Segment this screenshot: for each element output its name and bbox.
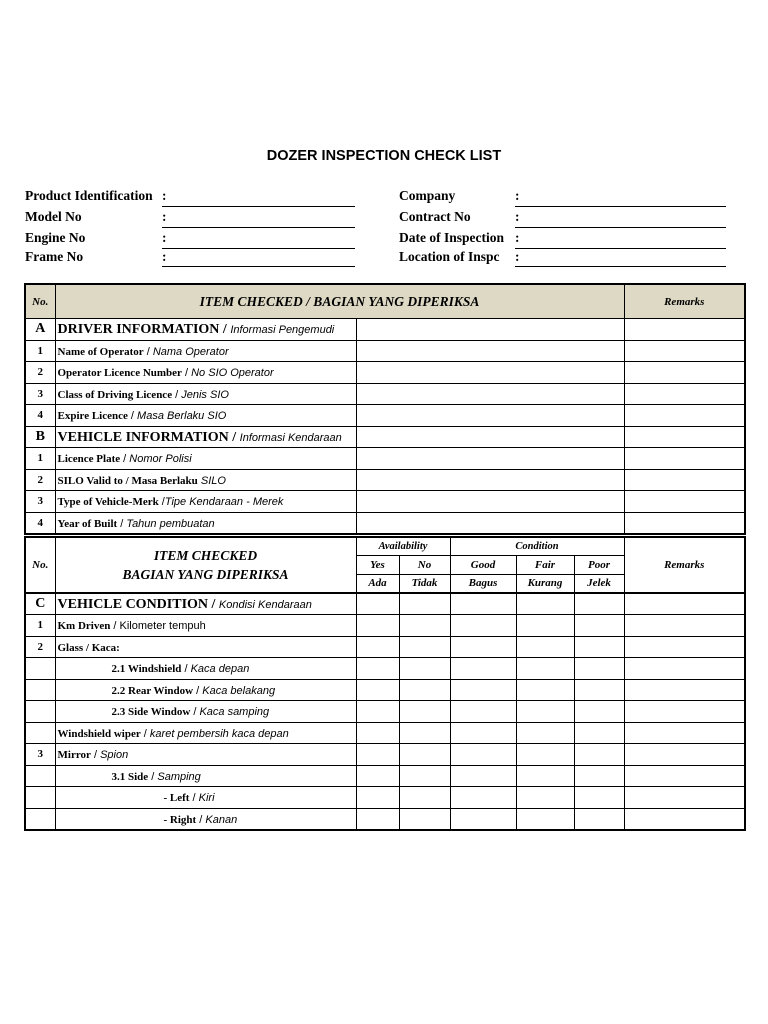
field-model-no: [25, 209, 365, 229]
check-yes-cell[interactable]: [356, 615, 399, 637]
row-label: [55, 658, 356, 680]
row-label: [55, 615, 356, 637]
label-prefix: 2.2: [111, 684, 128, 697]
field-colon: :: [515, 249, 520, 264]
label-en: Type of Vehicle-Merk: [57, 496, 159, 509]
label-en: Expire Licence: [57, 410, 128, 423]
label-id: Kilometer tempuh: [119, 620, 206, 633]
header-item-checked: ITEM CHECKED / BAGIAN YANG DIPERIKSA: [55, 284, 624, 319]
row-label: [55, 744, 356, 766]
remarks-cell[interactable]: [624, 426, 745, 448]
remarks-cell[interactable]: [624, 319, 745, 341]
label-en: Side: [128, 770, 149, 783]
check-poor-cell[interactable]: [574, 744, 624, 766]
remarks-cell[interactable]: [624, 658, 745, 680]
value-cell[interactable]: [356, 340, 624, 362]
condition-table: [24, 536, 746, 831]
check-fair-cell[interactable]: [516, 808, 574, 830]
section-title-en: DRIVER INFORMATION: [57, 322, 220, 338]
field-label: Engine No: [25, 230, 86, 245]
field-input-line[interactable]: [515, 266, 726, 267]
label-sep: /: [181, 367, 192, 380]
header-jelek: Jelek: [574, 574, 624, 593]
field-label: Date of Inspection: [399, 230, 504, 245]
value-cell[interactable]: [356, 512, 624, 534]
field-input-line[interactable]: [162, 227, 355, 228]
field-label: Location of Inspc: [399, 249, 500, 264]
header-yes: Yes: [356, 555, 399, 574]
check-fair-cell[interactable]: [516, 787, 574, 809]
row-label: [55, 383, 356, 405]
remarks-cell[interactable]: [624, 701, 745, 723]
check-good-cell[interactable]: [450, 658, 516, 680]
row-no: [25, 722, 55, 744]
table-row: [25, 340, 745, 362]
label-en: Km Driven: [57, 620, 111, 633]
check-good-cell[interactable]: [450, 722, 516, 744]
row-no: [25, 787, 55, 809]
label-id: Nama Operator: [152, 345, 229, 358]
section-title-id: Informasi Kendaraan: [239, 431, 342, 444]
document-title: DOZER INSPECTION CHECK LIST: [266, 148, 502, 164]
table-header-row: [25, 537, 745, 555]
table-row: [25, 658, 745, 680]
check-no-cell[interactable]: [399, 787, 450, 809]
row-no: 4: [25, 512, 55, 534]
field-colon: :: [515, 188, 520, 203]
section-title-en: VEHICLE INFORMATION: [57, 429, 229, 445]
section-title: [55, 319, 356, 341]
remarks-cell[interactable]: [624, 615, 745, 637]
check-good-cell[interactable]: [450, 636, 516, 658]
field-input-line[interactable]: [162, 266, 355, 267]
header-availability: Availability: [356, 537, 450, 555]
table-header-row: [25, 284, 745, 319]
table-row: [25, 722, 745, 744]
label-sep: /: [148, 770, 158, 783]
row-label: [55, 722, 356, 744]
label-id: Kaca samping: [199, 706, 270, 719]
check-poor-cell[interactable]: [574, 636, 624, 658]
check-poor-cell[interactable]: [574, 593, 624, 615]
field-label: Company: [399, 188, 456, 203]
field-frame-no: [25, 249, 365, 269]
row-no: [25, 679, 55, 701]
field-label: Frame No: [25, 249, 84, 264]
section-sep: /: [208, 597, 219, 612]
field-colon: :: [162, 209, 167, 224]
check-no-cell[interactable]: [399, 765, 450, 787]
section-title-id: Kondisi Kendaraan: [218, 599, 312, 611]
label-sep: /: [172, 388, 182, 401]
value-cell[interactable]: [356, 362, 624, 384]
field-input-line[interactable]: [162, 206, 355, 207]
label-en: Rear Window: [128, 684, 194, 697]
label-id: Tahun pembuatan: [126, 517, 215, 530]
label-en: Windshield wiper: [57, 727, 141, 740]
row-no: [25, 701, 55, 723]
table-row: [25, 448, 745, 470]
label-en: Name of Operator: [57, 345, 144, 358]
check-good-cell[interactable]: [450, 765, 516, 787]
row-no: 1: [25, 340, 55, 362]
check-yes-cell[interactable]: [356, 658, 399, 680]
field-contract-no: [399, 209, 729, 229]
label-prefix: -: [163, 792, 170, 805]
label-en: Mirror: [57, 749, 91, 762]
label-sep: /: [143, 345, 153, 358]
check-good-cell[interactable]: [450, 679, 516, 701]
value-cell[interactable]: [356, 383, 624, 405]
row-no: 3: [25, 744, 55, 766]
row-no: 3: [25, 383, 55, 405]
table-row: [25, 679, 745, 701]
check-yes-cell[interactable]: [356, 593, 399, 615]
remarks-cell[interactable]: [624, 383, 745, 405]
label-sep: /: [190, 706, 200, 719]
check-no-cell[interactable]: [399, 636, 450, 658]
label-prefix: 3.1: [111, 770, 128, 783]
label-id: Tipe Kendaraan - Merek: [164, 496, 284, 509]
row-no: 3: [25, 491, 55, 513]
section-letter: B: [25, 426, 55, 448]
header-remarks: Remarks: [624, 284, 745, 319]
check-fair-cell[interactable]: [516, 658, 574, 680]
check-yes-cell[interactable]: [356, 808, 399, 830]
check-good-cell[interactable]: [450, 615, 516, 637]
label-en: Left: [169, 792, 190, 805]
info-table: [24, 283, 746, 535]
section-sep: /: [219, 322, 231, 338]
check-yes-cell[interactable]: [356, 636, 399, 658]
table-row: [25, 491, 745, 513]
label-en: Side Window: [128, 706, 191, 719]
label-id: Nomor Polisi: [129, 453, 192, 466]
row-label: [55, 808, 356, 830]
remarks-cell[interactable]: [624, 469, 745, 491]
check-no-cell[interactable]: [399, 658, 450, 680]
check-yes-cell[interactable]: [356, 679, 399, 701]
label-id: Kaca belakang: [202, 684, 276, 697]
field-product-identification: [25, 188, 365, 208]
value-cell[interactable]: [356, 426, 624, 448]
check-good-cell[interactable]: [450, 787, 516, 809]
section-row-b: [25, 426, 745, 448]
label-en: Class of Driving Licence: [57, 388, 173, 401]
check-no-cell[interactable]: [399, 701, 450, 723]
field-engine-no: [25, 230, 365, 250]
header-good: Good: [450, 555, 516, 574]
row-label: [55, 679, 356, 701]
table-row: [25, 744, 745, 766]
remarks-cell[interactable]: [624, 362, 745, 384]
label-sep: /: [196, 813, 206, 826]
check-fair-cell[interactable]: [516, 722, 574, 744]
check-yes-cell[interactable]: [356, 722, 399, 744]
label-en: Operator Licence Number: [57, 367, 182, 380]
section-letter: A: [25, 319, 55, 341]
field-label: Product Identification: [25, 188, 153, 203]
header-tidak: Tidak: [399, 574, 450, 593]
label-id: Spion: [100, 749, 129, 762]
label-id: No SIO Operator: [191, 367, 274, 380]
check-yes-cell[interactable]: [356, 701, 399, 723]
header-condition: Condition: [450, 537, 624, 555]
field-colon: :: [162, 249, 167, 264]
label-sep: /: [158, 496, 165, 509]
section-row-a: [25, 319, 745, 341]
row-no: 4: [25, 405, 55, 427]
field-colon: :: [515, 230, 520, 245]
remarks-cell[interactable]: [624, 787, 745, 809]
row-no: [25, 765, 55, 787]
table-row: [25, 701, 745, 723]
check-yes-cell[interactable]: [356, 787, 399, 809]
table-row: [25, 469, 745, 491]
section-title: [55, 426, 356, 448]
label-en: Licence Plate: [57, 453, 121, 466]
section-sep: /: [228, 429, 240, 445]
row-label: [55, 469, 356, 491]
remarks-cell[interactable]: [624, 593, 745, 615]
label-id: Kanan: [205, 813, 238, 826]
field-company: [399, 188, 729, 208]
check-no-cell[interactable]: [399, 808, 450, 830]
row-no: 2: [25, 469, 55, 491]
label-id: Masa Berlaku SIO: [137, 410, 227, 423]
table-row: [25, 615, 745, 637]
section-row-c: [25, 593, 745, 615]
remarks-cell[interactable]: [624, 744, 745, 766]
table-row: [25, 808, 745, 830]
label-sep: /: [120, 453, 130, 466]
table-row: [25, 787, 745, 809]
check-fair-cell[interactable]: [516, 593, 574, 615]
header-no-option: No: [399, 555, 450, 574]
section-title-en: VEHICLE CONDITION: [57, 597, 209, 612]
row-no: [25, 808, 55, 830]
check-no-cell[interactable]: [399, 722, 450, 744]
field-label: Contract No: [399, 209, 471, 224]
remarks-cell[interactable]: [624, 340, 745, 362]
row-label: [55, 787, 356, 809]
check-fair-cell[interactable]: [516, 765, 574, 787]
header-no: No.: [25, 537, 55, 593]
label-en: SILO Valid to / Masa Berlaku: [57, 474, 198, 487]
label-en: Windshield: [127, 663, 182, 676]
field-colon: :: [515, 209, 520, 224]
remarks-cell[interactable]: [624, 679, 745, 701]
row-label: [55, 636, 356, 658]
header-item-checked: [55, 537, 356, 593]
header-kurang: Kurang: [516, 574, 574, 593]
label-id: karet pembersih kaca depan: [149, 727, 289, 740]
header-item-en: ITEM CHECKED: [153, 548, 258, 563]
label-sep: /: [110, 620, 120, 633]
label-id: Samping: [157, 770, 201, 783]
table-row: [25, 405, 745, 427]
row-label: [55, 512, 356, 534]
row-label: [55, 491, 356, 513]
label-en: Glass / Kaca:: [57, 641, 120, 654]
remarks-cell[interactable]: [624, 722, 745, 744]
table-row: [25, 512, 745, 534]
check-poor-cell[interactable]: [574, 679, 624, 701]
section-letter: C: [25, 593, 55, 615]
remarks-cell[interactable]: [624, 808, 745, 830]
check-fair-cell[interactable]: [516, 744, 574, 766]
check-fair-cell[interactable]: [516, 701, 574, 723]
header-no: No.: [25, 284, 55, 319]
header-ada: Ada: [356, 574, 399, 593]
value-cell[interactable]: [356, 448, 624, 470]
header-poor: Poor: [574, 555, 624, 574]
value-cell[interactable]: [356, 405, 624, 427]
check-poor-cell[interactable]: [574, 787, 624, 809]
value-cell[interactable]: [356, 469, 624, 491]
table-row: [25, 636, 745, 658]
label-en: Right: [169, 813, 197, 826]
remarks-cell[interactable]: [624, 491, 745, 513]
row-label: [55, 765, 356, 787]
row-label: [55, 701, 356, 723]
label-sep: /: [140, 727, 150, 740]
field-input-line[interactable]: [515, 227, 726, 228]
check-good-cell[interactable]: [450, 593, 516, 615]
check-good-cell[interactable]: [450, 701, 516, 723]
section-title-id: Informasi Pengemudi: [230, 324, 335, 337]
check-good-cell[interactable]: [450, 808, 516, 830]
check-no-cell[interactable]: [399, 679, 450, 701]
label-prefix: 2.3: [111, 706, 128, 719]
label-sep: /: [127, 410, 138, 423]
field-date-of-inspection: [399, 230, 729, 250]
label-prefix: -: [163, 813, 170, 826]
table-row: [25, 383, 745, 405]
check-no-cell[interactable]: [399, 593, 450, 615]
field-colon: :: [162, 188, 167, 203]
label-en: Year of Built: [57, 517, 118, 530]
label-sep: /: [189, 792, 199, 805]
check-fair-cell[interactable]: [516, 636, 574, 658]
field-input-line[interactable]: [515, 206, 726, 207]
row-no: [25, 658, 55, 680]
check-fair-cell[interactable]: [516, 679, 574, 701]
row-no: 2: [25, 362, 55, 384]
header-remarks: Remarks: [624, 537, 745, 593]
check-yes-cell[interactable]: [356, 744, 399, 766]
check-yes-cell[interactable]: [356, 765, 399, 787]
check-poor-cell[interactable]: [574, 615, 624, 637]
check-poor-cell[interactable]: [574, 701, 624, 723]
row-label: [55, 340, 356, 362]
row-label: [55, 405, 356, 427]
row-label: [55, 448, 356, 470]
table-row: [25, 765, 745, 787]
label-id: Kiri: [198, 792, 215, 805]
value-cell[interactable]: [356, 491, 624, 513]
field-location-of-inspection: [399, 249, 729, 269]
remarks-cell[interactable]: [624, 448, 745, 470]
remarks-cell[interactable]: [624, 512, 745, 534]
field-label: Model No: [25, 209, 82, 224]
check-poor-cell[interactable]: [574, 808, 624, 830]
check-fair-cell[interactable]: [516, 615, 574, 637]
check-poor-cell[interactable]: [574, 722, 624, 744]
row-no: 2: [25, 636, 55, 658]
table-row: [25, 362, 745, 384]
row-no: 1: [25, 448, 55, 470]
remarks-cell[interactable]: [624, 765, 745, 787]
value-cell[interactable]: [356, 319, 624, 341]
label-sep: /: [117, 517, 127, 530]
check-poor-cell[interactable]: [574, 658, 624, 680]
header-bagus: Bagus: [450, 574, 516, 593]
check-no-cell[interactable]: [399, 615, 450, 637]
remarks-cell[interactable]: [624, 636, 745, 658]
field-colon: :: [162, 230, 167, 245]
label-id: SILO: [200, 474, 226, 487]
remarks-cell[interactable]: [624, 405, 745, 427]
header-item-id: BAGIAN YANG DIPERIKSA: [122, 567, 289, 582]
check-poor-cell[interactable]: [574, 765, 624, 787]
header-fair: Fair: [516, 555, 574, 574]
label-sep: /: [193, 684, 203, 697]
check-good-cell[interactable]: [450, 744, 516, 766]
label-id: Jenis SIO: [181, 388, 229, 401]
row-label: [55, 362, 356, 384]
label-id: Kaca depan: [190, 663, 250, 676]
label-sep: /: [181, 663, 191, 676]
label-sep: /: [90, 749, 101, 762]
label-prefix: 2.1: [111, 663, 128, 676]
section-title: [55, 593, 356, 615]
row-no: 1: [25, 615, 55, 637]
check-no-cell[interactable]: [399, 744, 450, 766]
